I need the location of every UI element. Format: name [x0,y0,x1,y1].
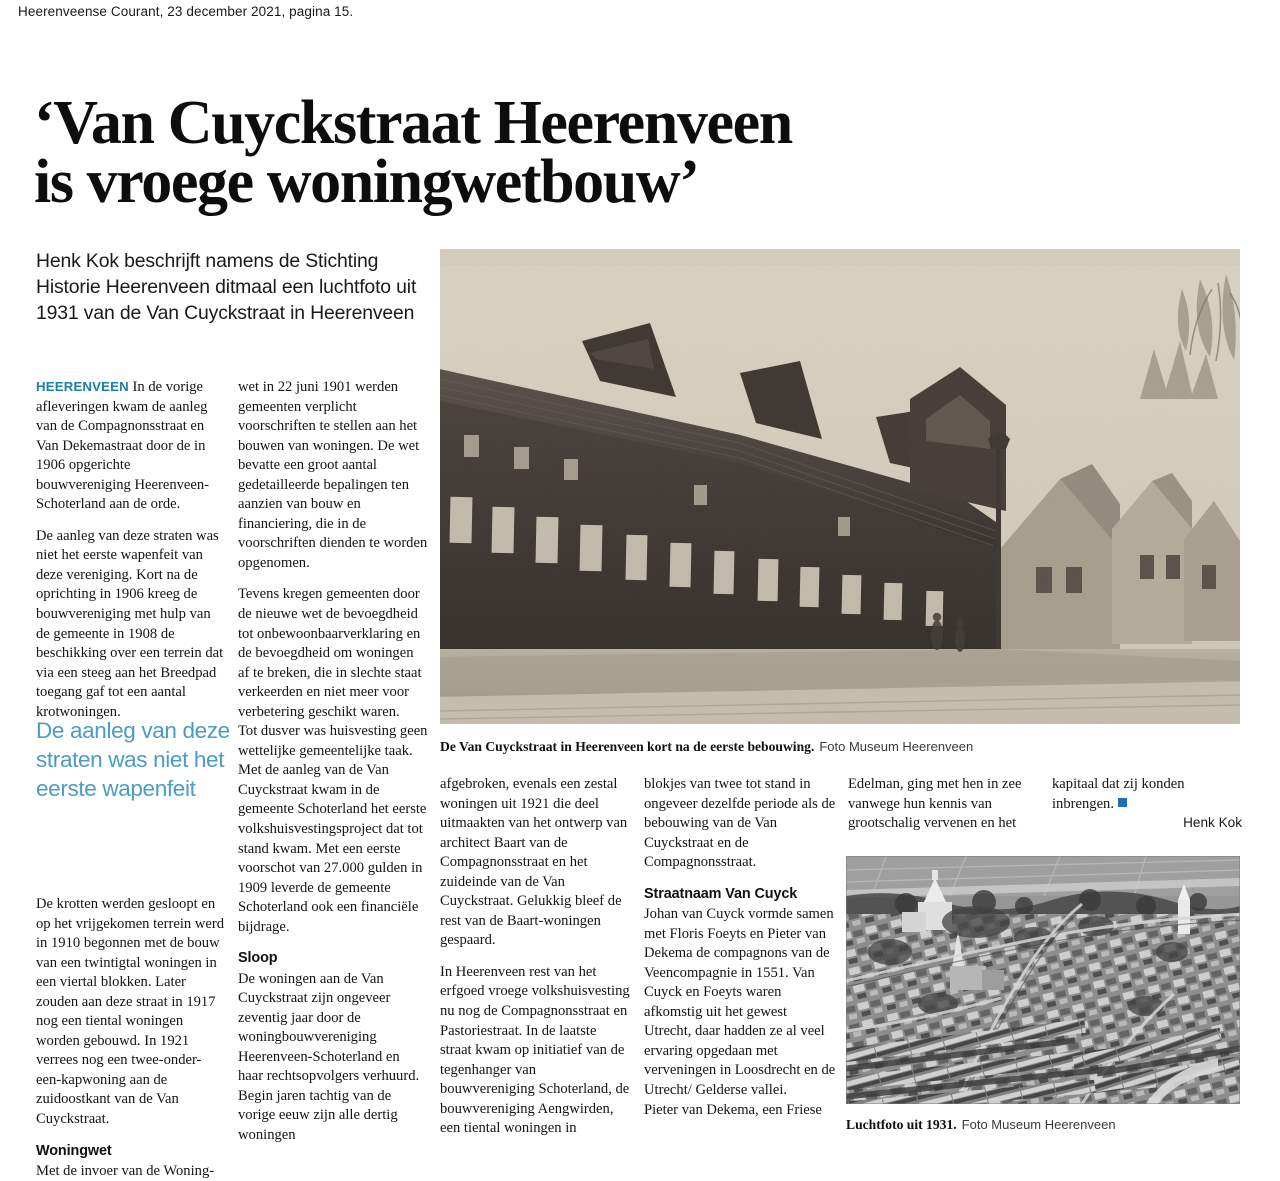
historic-street-photo [440,249,1240,724]
paragraph: blokjes van twee tot stand in ongeveer dezelfde periode als de bebouwing van de Van Cuyckstraat en de Compagnonsstraat. [644,776,836,871]
caption-credit: Foto Museum Heerenveen [961,1117,1116,1132]
caption-title: De Van Cuyckstraat in Heerenveen kort na de eerste bebouwing. [440,739,815,754]
paragraph: De krotten werden gesloopt en op het vrijgekomen terrein werd in 1910 begonnen met de bouw van een twintigtal woningen in een viertal blokken. Later zouden aan deze straat in 1917 nog een tiental woningen worden gebouwd. In 1921 verrees nog een twee-onder-een-kapwoning aan de zuidoostkant van de Van Cuyckstraat. [36,896,225,1128]
paragraph: In Heerenveen rest van het erfgoed vroege volkshuisvesting nu nog de Compagnonsstraat en Pastoriestraat. In de laatste straat kwam op initiatief van de tegenhanger van bouwvereniging Schoterland, de bouwvereniging Aengwirden, een tiental woningen in [440,963,630,1137]
publication-masthead: Heerenveense Courant, 23 december 2021, pagina 15. [18,4,354,19]
aerial-photo-caption [846,1117,1240,1134]
section-subhead-woningwet [36,1142,226,1181]
historic-street-photo-graphic [440,249,1240,724]
paragraph: Tot dusver was huisvesting geen wettelijke gemeentelijke taak. Met de aanleg van de Van Cuyckstraat kwam in de gemeente Schoterland het eerste volkshuisvestingsproject dat tot stand kwam. Met een eerste voorschot van 27.000 gulden in 1909 leverde de gemeente Schoterland ook een financiële bijdrage. [238,723,428,935]
aerial-photo-graphic [846,856,1240,1104]
headline-line-1: ‘Van Cuyckstraat Heerenveen [34,88,792,157]
paragraph [1052,775,1242,814]
headline-line-2: is vroege woningwetbouw’ [34,148,699,217]
subhead-text: Woningwet [36,1142,112,1159]
body-column-3 [440,775,630,1139]
main-photo-caption [440,739,1240,756]
paragraph-text: De woningen aan de Van Cuyckstraat zijn ongeveer zeventig jaar door de woningbouwvereniging Heerenveen-Schoterland en haar rechtsopvolgers verhuurd. Begin jaren tachtig van de vorige eeuw zijn alle dertig woningen [238,970,420,1143]
pull-quote: De aanleg van deze straten was niet het eerste wapenfeit [36,718,230,802]
section-subhead-sloop [238,949,428,1145]
body-column-6 [1052,775,1242,814]
paragraph: De aanleg van deze straten was niet het eerste wapenfeit van deze vereniging. Kort na de oprichting in 1906 kreeg de bouwvereniging met hulp van de gemeente in 1908 de beschikking over een terrein dat via een steeg aan het Breedpad toegang gaf tot een aantal krotwoningen. [36,527,224,720]
page-title [34,88,1234,217]
paragraph-text: Johan van Cuyck vormde samen met Floris Foeyts en Pieter van Dekema de compagnons van de Veencompagnie in 1551. Van Cuyck en Foeyts waren afkomstig uit het gewest Utrecht, daar hadden ze al veel ervaring opgedaan met verveningen in Loosdrecht en de Utrecht/ Gelderse vallei. [644,906,836,1098]
caption-credit: Foto Museum Heerenveen [819,739,974,754]
article-standfirst: Henk Kok beschrijft namens de Stichting Historie Heerenveen ditmaal een luchtfoto uit 1931 van de Van Cuyckstraat in Heerenveen [36,250,417,324]
body-column-2 [238,378,428,1146]
end-of-article-mark [1118,798,1127,807]
subhead-text: Straatnaam Van Cuyck [644,885,798,902]
caption-title: Luchtfoto uit 1931. [846,1117,957,1132]
body-column-5 [848,775,1038,834]
body-column-4 [644,775,838,1120]
paragraph [36,378,226,515]
subhead-text: Sloop [238,950,278,967]
paragraph: Tevens kregen gemeenten door de nieuwe wet de bevoegdheid tot onbewoonbaarverklaring en de bevoegdheid om woningen af te breken, die in slechte staat verkeerden en niet meer voor verbetering geschikt waren. [238,586,422,720]
paragraph: wet in 22 juni 1901 werden gemeenten verplicht voorschriften te stellen aan het bouwen van woningen. De wet bevatte een groot aantal gedetailleerde bepalingen ten aanzien van bouw en financiering, die in de voorschriften dienden te worden opgenomen. [238,379,428,571]
body-column-1-lower [36,895,226,1181]
paragraph: Pieter van Dekema, een Friese [644,1101,822,1118]
paragraph-text: kapitaal dat zij konden inbrengen. [1052,776,1185,812]
author-byline: Henk Kok [1183,815,1242,830]
body-column-1 [36,378,226,722]
paragraph: Edelman, ging met hen in zee vanwege hun kennis van grootschalig vervenen en het [848,776,1022,832]
section-subhead-straatnaam [644,885,838,1101]
aerial-photo-1931 [846,856,1240,1104]
paragraph: afgebroken, evenals een zestal woningen uit 1921 die deel uitmaakten van het ontwerp van architect Baart van de Compagnonsstraat en het zuideinde van de Van Cuyckstraat. Gelukkig bleef de rest van de Baart-woningen gespaard. [440,776,628,949]
paragraph-text: In de vorige afleveringen kwam de aanleg van de Compagnonsstraat en Van Dekemastraat door de in 1906 opgerichte bouwvereniging Heerenveen-Schoterland aan de orde. [36,379,210,513]
paragraph-text: Met de invoer van de Woning- [36,1162,215,1179]
dateline-lead-in: HEERENVEEN [36,379,129,394]
